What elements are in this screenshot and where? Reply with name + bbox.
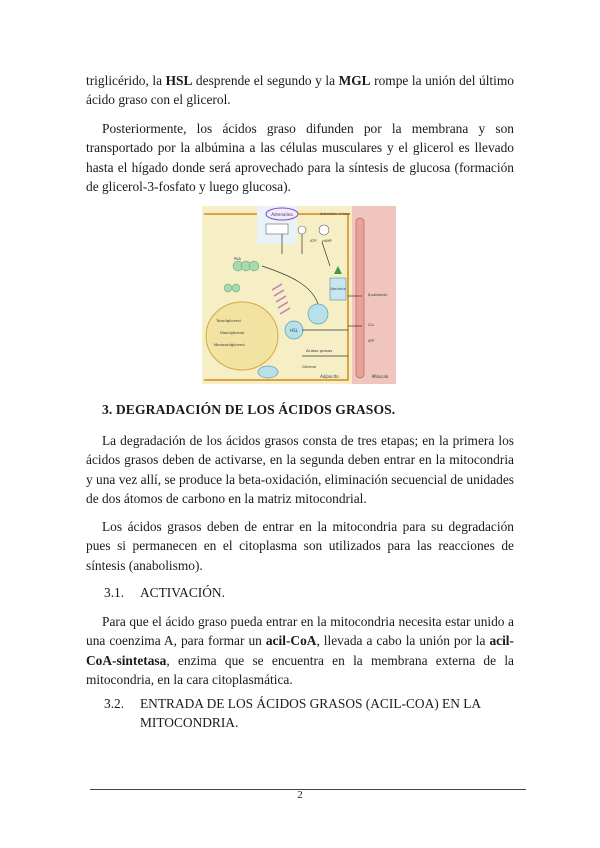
label-pka: PKA bbox=[234, 257, 241, 261]
enzyme-circle bbox=[308, 304, 328, 324]
text-run: , enzima que se encuentra en la membrana externa de la mitocondria, en la cara citoplasmática. bbox=[86, 652, 514, 687]
label-camp: cAMP bbox=[322, 239, 332, 243]
page-number: 2 bbox=[297, 789, 303, 801]
label-fatty-acids: Ácidos grasos bbox=[306, 348, 333, 353]
subsection-number: 3.1. bbox=[104, 585, 125, 600]
lipid-droplet bbox=[206, 302, 278, 370]
paragraph-lipolysis-end bbox=[86, 71, 514, 110]
subsection-3-2 bbox=[104, 694, 514, 733]
subsection-title: ENTRADA DE LOS ÁCIDOS GRASOS (ACIL-COA) EN LA MITOCONDRIA. bbox=[140, 696, 481, 731]
paragraph-transport: Posteriormente, los ácidos graso difunden por la membrana y son transportado por la albúmina a las células musculares y el glicerol es llevado hasta el hígado donde será aprovechado para la síntesis de glucosa (formación de glicerol-3-fosfato y luego glucosa). bbox=[86, 121, 514, 194]
bold-acil-coa: acil-CoA bbox=[265, 633, 317, 649]
label-cyclase: Adenilato ciclasa bbox=[320, 212, 351, 216]
text-run: , llevada a cabo la unión por la bbox=[316, 633, 490, 649]
bold-mgl: MGL bbox=[338, 73, 371, 88]
subsection-title: ACTIVACIÓN. bbox=[140, 585, 225, 600]
lipolysis-diagram-svg bbox=[202, 206, 396, 384]
lipolysis-diagram bbox=[202, 206, 396, 384]
node-circle bbox=[298, 226, 306, 234]
label-adrenaline: Adrenalina bbox=[271, 212, 293, 217]
label-muscle: Músculo bbox=[372, 374, 389, 379]
section-heading: 3. DEGRADACIÓN DE LOS ÁCIDOS GRASOS. bbox=[102, 402, 396, 417]
subsection-number: 3.2. bbox=[104, 696, 125, 711]
paragraph-mitochondria: Los ácidos grasos deben de entrar en la mitocondria para su degradación pues si permanecen en el citoplasma son utilizados para las reacciones de síntesis (anabolismo). bbox=[86, 519, 514, 573]
label-diacylglycerol: Diacilglicerol bbox=[220, 330, 245, 335]
enzyme-box bbox=[266, 224, 288, 234]
label-monoacylglycerol: Monoacilglicerol bbox=[214, 342, 245, 347]
label-glycerol: Glicerol bbox=[302, 364, 317, 369]
enzyme-ellipse bbox=[258, 366, 278, 378]
paragraph-stages: La degradación de los ácidos grasos consta de tres etapas; en la primera los ácidos grasos deben de activarse, en la segunda deben entrar en la mitocondria y una vez allí, se produce la beta-oxidación, eliminación secuencial de unidades de dos átomos de carbono en la matriz mitocondrial. bbox=[86, 433, 514, 506]
label-co2: CO₂ bbox=[368, 323, 375, 327]
vessel-wall bbox=[356, 218, 364, 378]
label-atp: ATP bbox=[310, 239, 317, 243]
bold-acil-coa-sintetasa: acil-CoA-sintetasa bbox=[86, 633, 514, 668]
paragraph-activation bbox=[86, 612, 514, 689]
label-atp-muscle: ATP bbox=[368, 339, 375, 343]
label-beta-oxidation: β-oxidación bbox=[368, 293, 388, 297]
bold-hsl: HSL bbox=[165, 73, 193, 88]
node-circle bbox=[319, 225, 329, 235]
text-run: Para que el ácido graso pueda entrar en la mitocondria necesita estar unido a una coenzima A, para formar un bbox=[86, 614, 514, 649]
subsection-3-1 bbox=[104, 583, 514, 602]
text-run: rompe la unión del último ácido graso con el glicerol. bbox=[86, 73, 514, 108]
text-run: desprende el segundo y la bbox=[192, 73, 339, 88]
label-adipocyte: Adipocito bbox=[320, 374, 339, 379]
label-hsl: HSL bbox=[290, 328, 298, 333]
label-triacylglycerol: Triacilglicerol bbox=[216, 318, 241, 323]
label-albumin: Albúmina bbox=[330, 287, 346, 291]
text-run: triglicérido, la bbox=[86, 73, 166, 88]
